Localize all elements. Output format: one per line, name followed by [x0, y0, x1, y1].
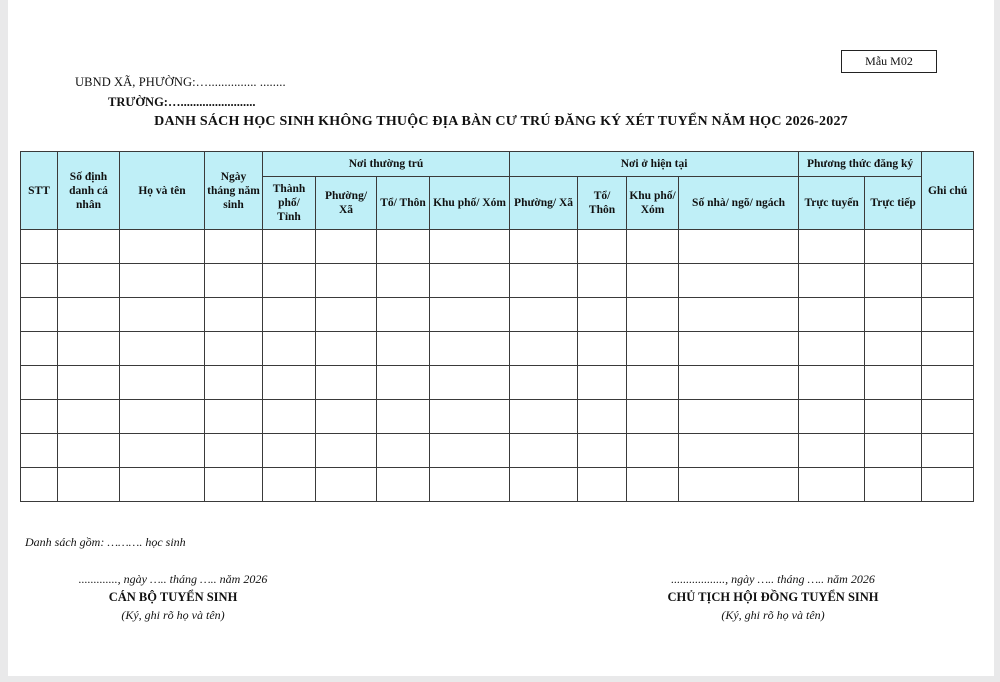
table-cell	[205, 230, 263, 264]
table-cell	[430, 332, 510, 366]
signature-block-council-chair	[638, 572, 908, 623]
authority-line: UBND XÃ, PHƯỜNG:…............... ........	[75, 75, 286, 89]
table-cell	[205, 298, 263, 332]
table-row	[21, 264, 974, 298]
header-method-direct: Trực tiếp	[865, 177, 922, 230]
table-cell	[922, 366, 974, 400]
table-cell	[510, 366, 578, 400]
table-row	[21, 230, 974, 264]
table-cell	[679, 400, 799, 434]
table-cell	[865, 264, 922, 298]
table-cell	[316, 366, 377, 400]
header-permanent-area: Khu phố/ Xóm	[430, 177, 510, 230]
registration-table	[20, 151, 974, 502]
table-cell	[510, 434, 578, 468]
header-method: Phương thức đăng ký	[799, 152, 922, 177]
header-id: Số định danh cá nhân	[58, 152, 120, 230]
table-cell	[578, 400, 627, 434]
header-method-online: Trực tuyến	[799, 177, 865, 230]
table-cell	[430, 230, 510, 264]
table-cell	[263, 366, 316, 400]
table-cell	[922, 434, 974, 468]
table-cell	[205, 434, 263, 468]
table-cell	[865, 298, 922, 332]
table-cell	[679, 230, 799, 264]
table-row	[21, 332, 974, 366]
table-cell	[205, 468, 263, 502]
table-cell	[21, 400, 58, 434]
table-row	[21, 400, 974, 434]
table-cell	[679, 298, 799, 332]
table-cell	[58, 298, 120, 332]
header-current: Nơi ở hiện tại	[510, 152, 799, 177]
table-cell	[316, 468, 377, 502]
table-cell	[799, 400, 865, 434]
header-current-group: Tổ/ Thôn	[578, 177, 627, 230]
table-cell	[120, 264, 205, 298]
table-cell	[263, 468, 316, 502]
signature-hint-left: (Ký, ghi rõ họ và tên)	[121, 608, 225, 622]
table-cell	[510, 298, 578, 332]
table-cell	[377, 264, 430, 298]
table-cell	[430, 434, 510, 468]
table-cell	[799, 468, 865, 502]
table-cell	[578, 468, 627, 502]
table-cell	[21, 230, 58, 264]
header-permanent-group: Tổ/ Thôn	[377, 177, 430, 230]
table-cell	[120, 332, 205, 366]
signature-date-right: .................., ngày ….. tháng ….. năm 2026	[671, 572, 875, 586]
table-cell	[799, 434, 865, 468]
table-cell	[21, 468, 58, 502]
table-cell	[922, 468, 974, 502]
table-cell	[627, 400, 679, 434]
table-cell	[263, 230, 316, 264]
table-cell	[430, 298, 510, 332]
table-cell	[21, 264, 58, 298]
table-cell	[430, 366, 510, 400]
table-cell	[316, 332, 377, 366]
table-cell	[510, 400, 578, 434]
table-row	[21, 366, 974, 400]
table-cell	[627, 332, 679, 366]
table-cell	[799, 332, 865, 366]
table-cell	[578, 264, 627, 298]
table-cell	[430, 468, 510, 502]
table-cell	[120, 434, 205, 468]
table-cell	[205, 264, 263, 298]
header-note: Ghi chú	[922, 152, 974, 230]
table-cell	[799, 230, 865, 264]
table-cell	[510, 468, 578, 502]
table-cell	[578, 332, 627, 366]
total-students-note: Danh sách gồm: ………. học sinh	[25, 535, 186, 549]
table-cell	[316, 230, 377, 264]
table-cell	[263, 434, 316, 468]
table-cell	[377, 366, 430, 400]
school-line: TRƯỜNG:…........................	[108, 95, 256, 109]
table-cell	[799, 366, 865, 400]
header-permanent-city: Thành phố/ Tỉnh	[263, 177, 316, 230]
table-cell	[377, 230, 430, 264]
table-cell	[58, 264, 120, 298]
signature-role-left: CÁN BỘ TUYỂN SINH	[108, 590, 238, 604]
table-body	[21, 230, 974, 502]
table-cell	[679, 332, 799, 366]
table-row	[21, 468, 974, 502]
table-cell	[627, 366, 679, 400]
table-cell	[865, 230, 922, 264]
table-cell	[21, 366, 58, 400]
table-cell	[263, 264, 316, 298]
table-cell	[865, 434, 922, 468]
table-cell	[263, 298, 316, 332]
table-cell	[510, 264, 578, 298]
table-cell	[799, 264, 865, 298]
table-cell	[263, 332, 316, 366]
signature-role-right: CHỦ TỊCH HỘI ĐỒNG TUYỂN SINH	[667, 590, 879, 604]
table-cell	[205, 366, 263, 400]
table-cell	[377, 468, 430, 502]
table-cell	[120, 400, 205, 434]
table-cell	[679, 434, 799, 468]
table-cell	[377, 400, 430, 434]
table-cell	[578, 366, 627, 400]
table-row	[21, 298, 974, 332]
signature-hint-right: (Ký, ghi rõ họ và tên)	[721, 608, 825, 622]
table-cell	[205, 332, 263, 366]
table-cell	[21, 298, 58, 332]
table-cell	[578, 298, 627, 332]
signature-date-left: ............., ngày ….. tháng ….. năm 2026	[78, 572, 268, 586]
table-cell	[377, 298, 430, 332]
table-cell	[922, 230, 974, 264]
table-cell	[377, 434, 430, 468]
table-cell	[377, 332, 430, 366]
table-cell	[922, 298, 974, 332]
signature-block-admissions-officer	[48, 572, 298, 623]
table-cell	[865, 468, 922, 502]
table-cell	[922, 332, 974, 366]
table-cell	[316, 400, 377, 434]
table-cell	[316, 434, 377, 468]
table-row	[21, 434, 974, 468]
table-cell	[58, 332, 120, 366]
table-cell	[922, 264, 974, 298]
table-cell	[21, 434, 58, 468]
table-cell	[120, 230, 205, 264]
table-cell	[120, 366, 205, 400]
table-cell	[58, 468, 120, 502]
table-cell	[922, 400, 974, 434]
form-code-box: Mẫu M02	[841, 50, 937, 73]
table-cell	[679, 366, 799, 400]
table-cell	[430, 400, 510, 434]
document-page	[8, 0, 994, 676]
table-cell	[679, 468, 799, 502]
table-cell	[316, 298, 377, 332]
table-cell	[21, 332, 58, 366]
header-permanent-ward: Phường/ Xã	[316, 177, 377, 230]
table-cell	[120, 298, 205, 332]
table-cell	[510, 332, 578, 366]
header-current-ward: Phường/ Xã	[510, 177, 578, 230]
table-cell	[316, 264, 377, 298]
table-cell	[58, 366, 120, 400]
table-cell	[205, 400, 263, 434]
header-permanent: Nơi thường trú	[263, 152, 510, 177]
table-cell	[627, 468, 679, 502]
table-cell	[865, 400, 922, 434]
table-cell	[510, 230, 578, 264]
table-cell	[627, 434, 679, 468]
table-cell	[578, 434, 627, 468]
table-cell	[578, 230, 627, 264]
table-cell	[263, 400, 316, 434]
header-dob: Ngày tháng năm sinh	[205, 152, 263, 230]
table-cell	[430, 264, 510, 298]
document-title: DANH SÁCH HỌC SINH KHÔNG THUỘC ĐỊA BÀN CƯ TRÚ ĐĂNG KÝ XÉT TUYỂN NĂM HỌC 2026-2027	[154, 114, 848, 129]
table-cell	[679, 264, 799, 298]
header-name: Họ và tên	[120, 152, 205, 230]
table-cell	[58, 230, 120, 264]
table-cell	[627, 264, 679, 298]
table-cell	[627, 298, 679, 332]
header-current-area: Khu phố/ Xóm	[627, 177, 679, 230]
table-cell	[58, 434, 120, 468]
table-cell	[120, 468, 205, 502]
table-cell	[799, 298, 865, 332]
header-current-house: Số nhà/ ngõ/ ngách	[679, 177, 799, 230]
table-cell	[58, 400, 120, 434]
table-cell	[627, 230, 679, 264]
table-cell	[865, 332, 922, 366]
table-cell	[865, 366, 922, 400]
header-stt: STT	[21, 152, 58, 230]
